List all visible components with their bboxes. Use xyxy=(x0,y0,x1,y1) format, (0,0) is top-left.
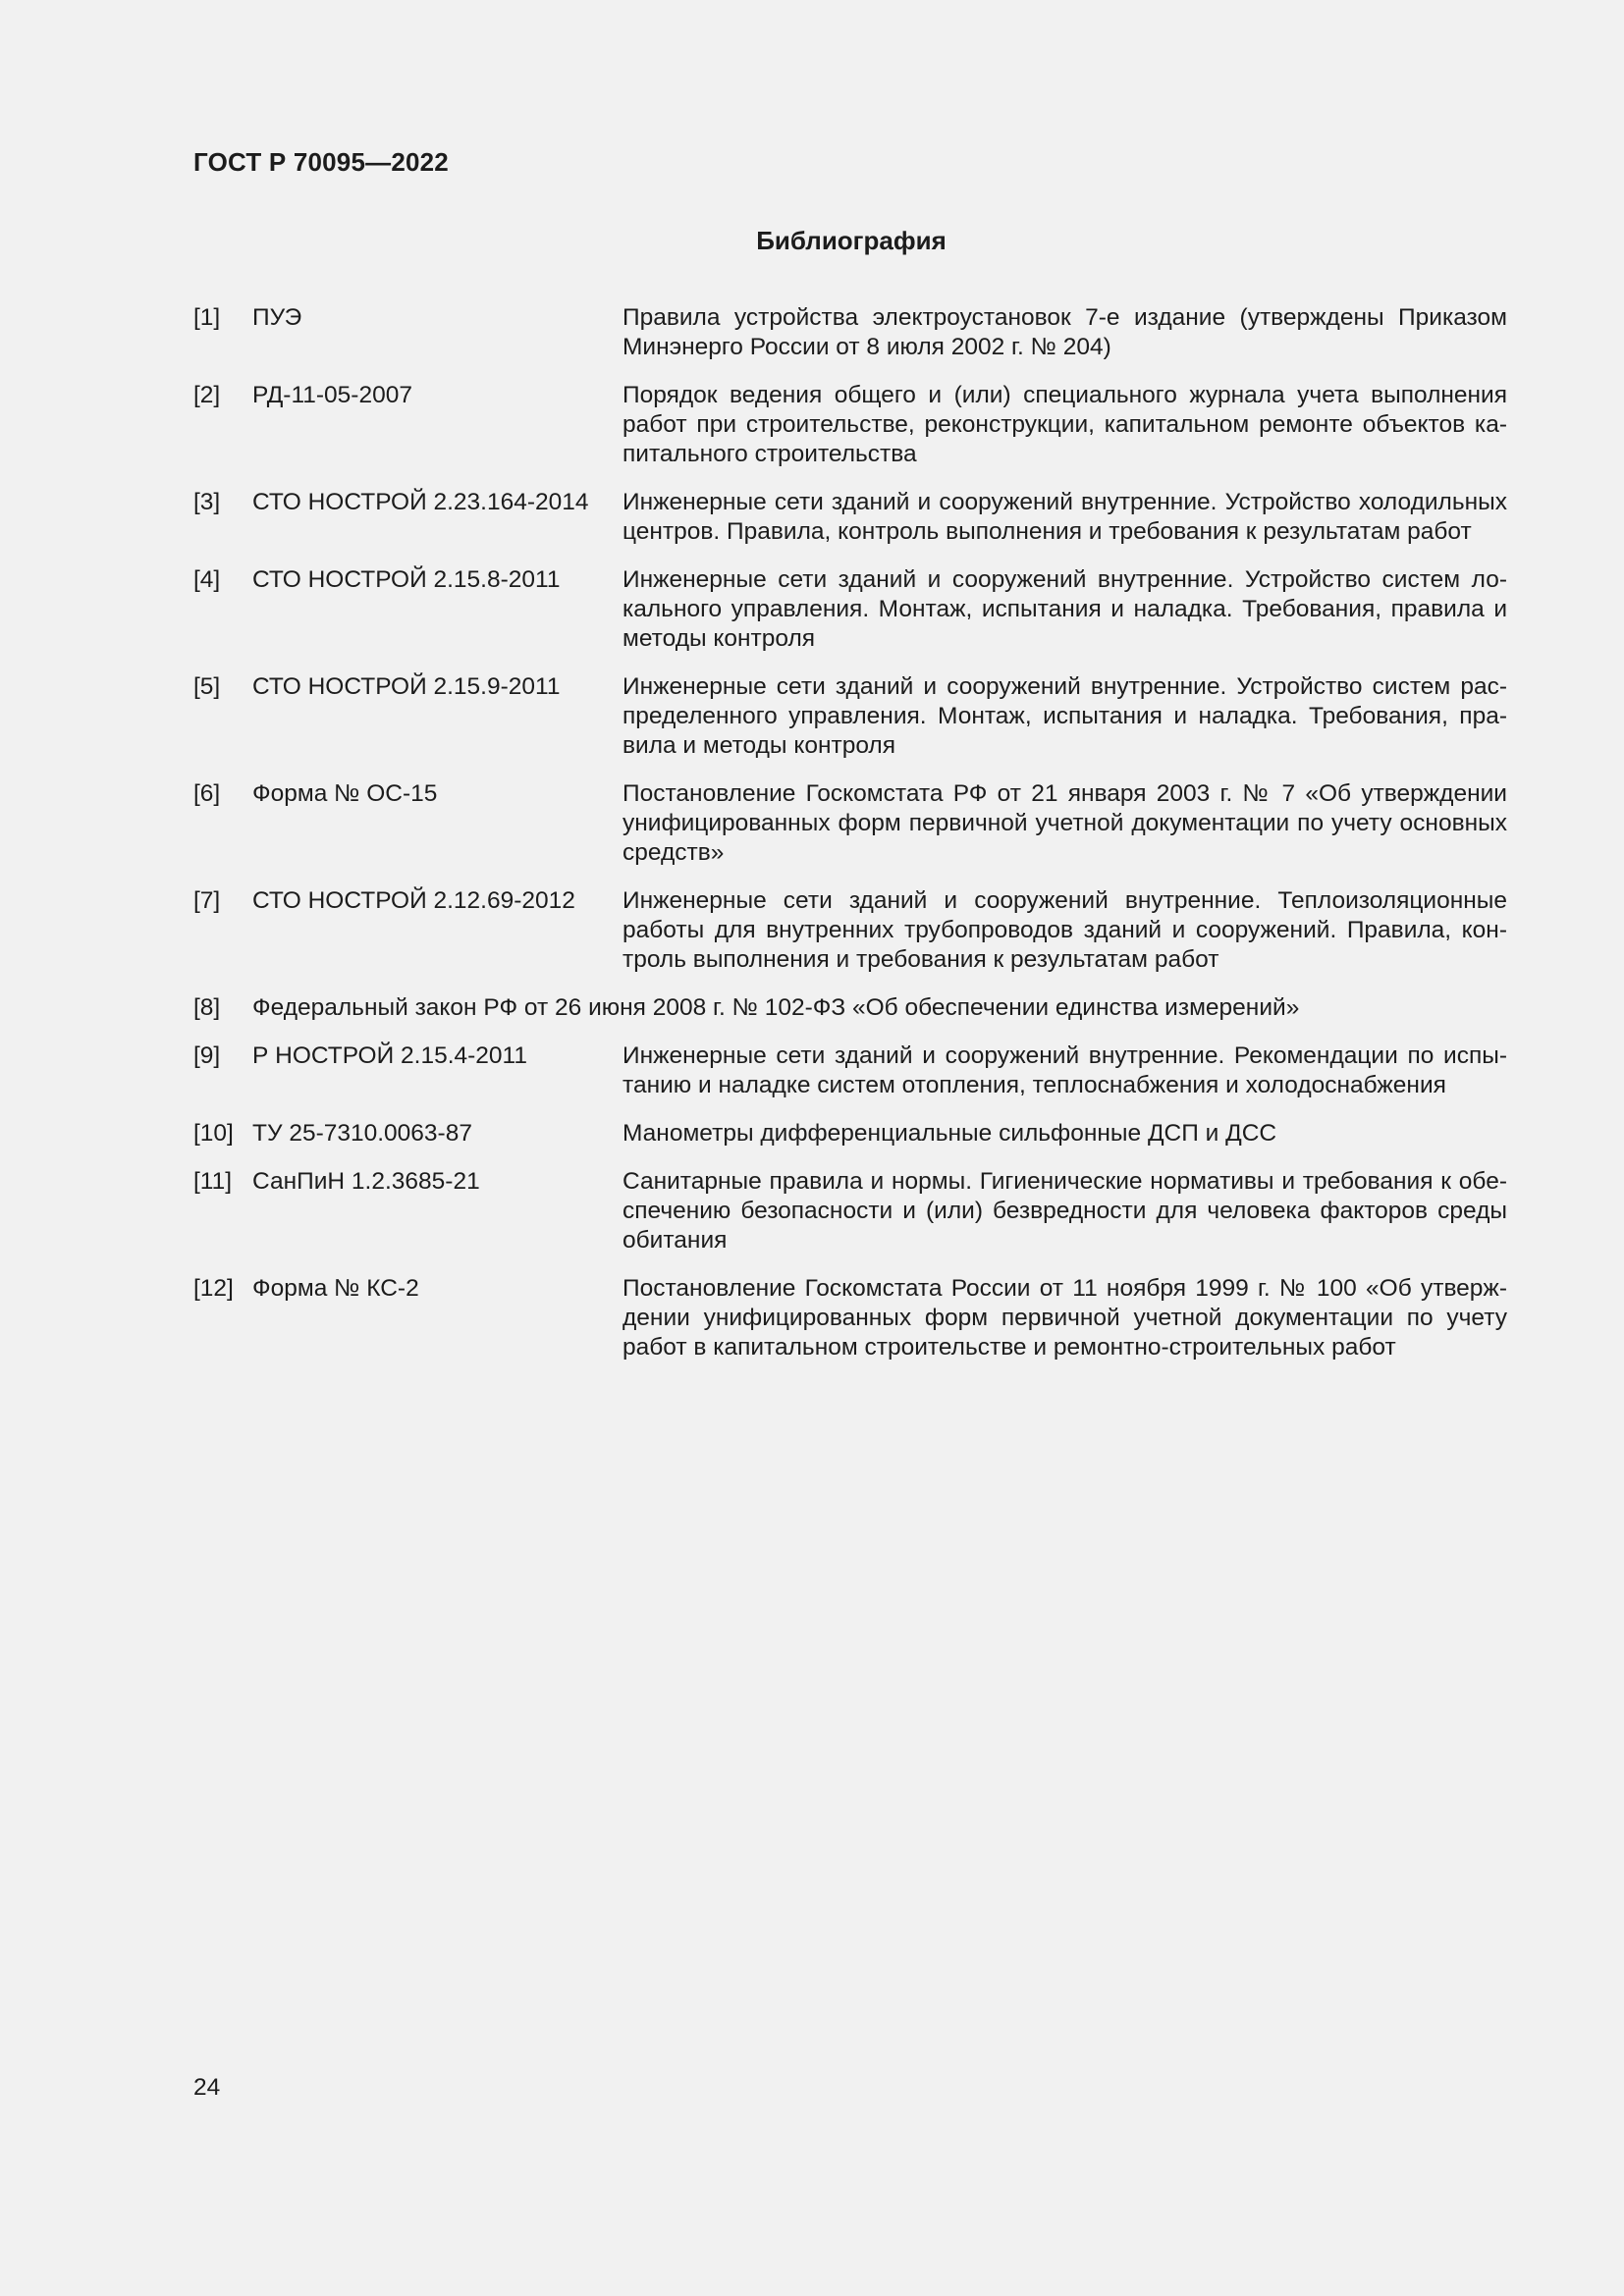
entry-reference: СТО НОСТРОЙ 2.15.9-2011 xyxy=(252,673,561,700)
entry-reference: РД-11-05-2007 xyxy=(252,382,412,408)
entry-description: Правила устройства электроустановок 7-е издание (утверждены Приказом Минэнерго России от 8 июля 2002 г. № 204) xyxy=(623,304,1507,360)
entry-description: Манометры дифференциальные сильфонные ДСП и ДСС xyxy=(623,1120,1277,1147)
entry-full-text: Федеральный закон РФ от 26 июня 2008 г. № 102-ФЗ «Об обеспечении единства измерений» xyxy=(252,994,1300,1021)
entry-description: Инженерные сети зданий и сооружений внутренние. Устройство холодильных центров. Правила, контроль выполнения и требования к результатам работ xyxy=(623,489,1507,545)
entry-reference: СТО НОСТРОЙ 2.23.164-2014 xyxy=(252,489,589,515)
bibliography-entry xyxy=(193,886,1507,975)
entry-number: [3] xyxy=(193,489,221,515)
entry-number: [2] xyxy=(193,382,221,408)
entry-number: [11] xyxy=(193,1168,233,1195)
entry-description: Постановление Госкомстата РФ от 21 января 2003 г. № 7 «Об утверждении унифицированных форм первичной учетной документации по учету основных средств» xyxy=(623,780,1507,866)
document-header: ГОСТ Р 70095—2022 xyxy=(193,147,449,177)
entry-description: Санитарные правила и нормы. Гигиенические нормативы и требования к обеспечению безопасности и (или) безвредности для человека факторов среды обитания xyxy=(623,1168,1507,1254)
entry-number: [7] xyxy=(193,887,221,914)
entry-reference: ТУ 25-7310.0063-87 xyxy=(252,1120,472,1147)
bibliography-entry xyxy=(193,565,1507,654)
entry-description: Инженерные сети зданий и сооружений внутренние. Теплоизоляционные работы для внутренних трубопроводов зданий и сооружений. Правила, контроль выполнения и требования к результатам работ xyxy=(623,887,1507,973)
entry-number: [8] xyxy=(193,994,221,1021)
bibliography-entry xyxy=(193,303,1507,362)
entry-number: [9] xyxy=(193,1042,221,1069)
bibliography-entry xyxy=(193,488,1507,547)
entry-reference: Форма № ОС-15 xyxy=(252,780,438,807)
entry-description: Инженерные сети зданий и сооружений внутренние. Устройство систем локального управления. Монтаж, испытания и наладка. Требования, правила и методы контроля xyxy=(623,566,1507,652)
entry-number: [1] xyxy=(193,304,221,331)
entry-number: [4] xyxy=(193,566,221,593)
entry-description: Инженерные сети зданий и сооружений внутренние. Рекомендации по испытанию и наладке систем отопления, теплоснабжения и холодоснабжения xyxy=(623,1042,1507,1098)
entry-reference: СТО НОСТРОЙ 2.12.69-2012 xyxy=(252,887,575,914)
entry-number: [5] xyxy=(193,673,221,700)
bibliography-entry xyxy=(193,381,1507,469)
bibliography-list xyxy=(193,303,1507,1381)
entry-reference: СТО НОСТРОЙ 2.15.8-2011 xyxy=(252,566,561,593)
bibliography-entry xyxy=(193,1041,1507,1100)
bibliography-entry xyxy=(193,1119,1507,1148)
entry-reference: Форма № КС-2 xyxy=(252,1275,419,1302)
entry-number: [6] xyxy=(193,780,221,807)
section-title: Библиография xyxy=(756,226,947,255)
entry-description: Инженерные сети зданий и сооружений внутренние. Устройство систем распределенного управления. Монтаж, испытания и наладка. Требования, правила и методы контроля xyxy=(623,673,1507,759)
entry-reference: Р НОСТРОЙ 2.15.4-2011 xyxy=(252,1042,527,1069)
entry-number: [12] xyxy=(193,1275,234,1302)
page-number: 24 xyxy=(193,2074,221,2101)
entry-description: Постановление Госкомстата России от 11 ноября 1999 г. № 100 «Об утверждении унифицированных форм первичной учетной документации по учету работ в капитальном строительстве и ремонтно-строительных работ xyxy=(623,1275,1507,1361)
bibliography-entry xyxy=(193,993,1507,1023)
entry-description: Порядок ведения общего и (или) специального журнала учета выполнения работ при строительстве, реконструкции, капитальном ремонте объектов капитального строительства xyxy=(623,382,1507,467)
entry-reference: ПУЭ xyxy=(252,304,302,331)
bibliography-entry xyxy=(193,1167,1507,1255)
bibliography-entry xyxy=(193,1274,1507,1362)
entry-number: [10] xyxy=(193,1120,234,1147)
bibliography-entry xyxy=(193,779,1507,868)
entry-reference: СанПиН 1.2.3685-21 xyxy=(252,1168,480,1195)
bibliography-entry xyxy=(193,672,1507,761)
